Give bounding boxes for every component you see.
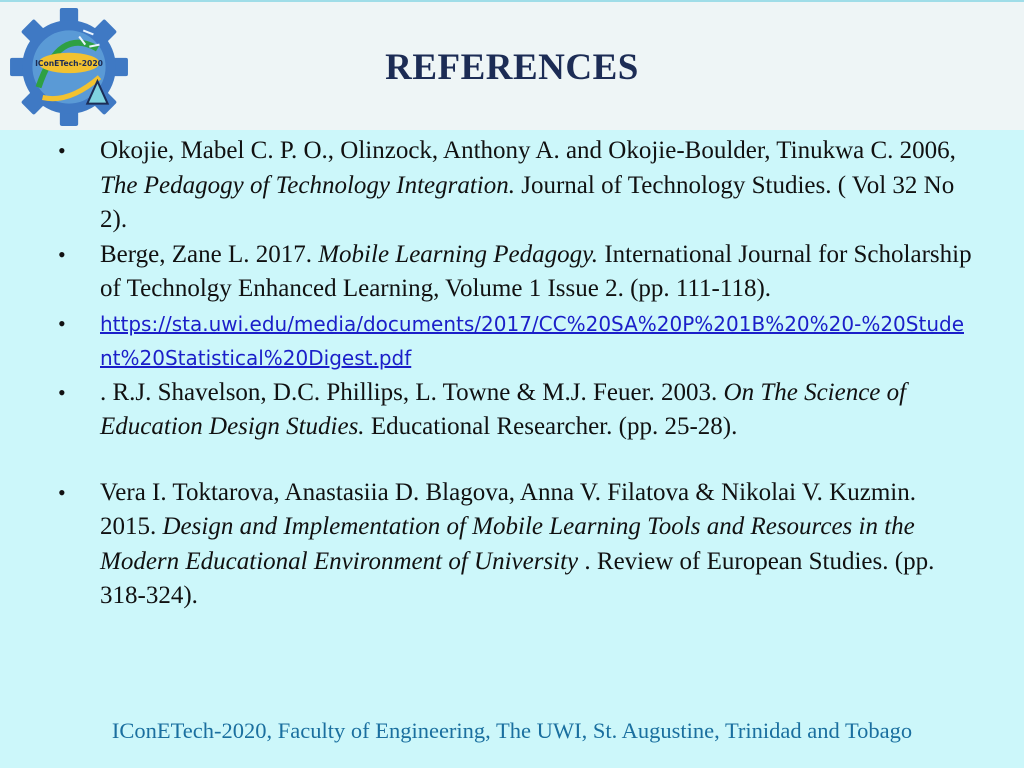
reference-text: Okojie, Mabel C. P. O., Olinzock, Anthony A. and Okojie-Boulder, Tinukwa C. 2006, bbox=[100, 137, 956, 164]
reference-link[interactable]: https://sta.uwi.edu/media/documents/2017/CC%20SA%20P%201B%20%20-%20Student%20Statistical%20Digest.pdf bbox=[100, 311, 964, 370]
reference-title: On The Science of Education Design Studies. bbox=[100, 378, 907, 440]
reference-item bbox=[52, 376, 972, 445]
reference-item bbox=[52, 476, 972, 614]
bullet-icon: • bbox=[58, 379, 66, 405]
page-title: REFERENCES bbox=[385, 47, 639, 88]
reference-item bbox=[52, 134, 972, 238]
reference-text: . R.J. Shavelson, D.C. Phillips, L. Towne & M.J. Feuer. 2003. bbox=[100, 378, 724, 406]
reference-source: . Review of European Studies. (pp. 318-324). bbox=[100, 547, 935, 609]
slide-header bbox=[0, 0, 1024, 130]
reference-item bbox=[52, 307, 972, 376]
reference-title: The Pedagogy of Technology Integration. bbox=[100, 171, 515, 199]
bullet-icon: • bbox=[58, 138, 66, 163]
reference-title: Design and Implementation of Mobile Learning Tools and Resources in the Modern Educational Environment of University bbox=[100, 513, 915, 575]
bullet-icon: • bbox=[58, 310, 66, 336]
reference-source: Journal of Technology Studies. ( Vol 32 No 2). bbox=[100, 171, 955, 233]
bullet-icon: • bbox=[58, 241, 66, 267]
reference-source: International Journal for Scholarship of Technolgy Enhanced Learning, Volume 1 Issue 2. (pp. 111-118). bbox=[100, 240, 972, 302]
reference-title: Mobile Learning Pedagogy. bbox=[318, 240, 599, 268]
logo-text: IConETech-2020 bbox=[35, 58, 103, 68]
slide-footer: IConETech-2020, Faculty of Engineering, The UWI, St. Augustine, Trinidad and Tobago bbox=[111, 718, 913, 743]
reference-text: Vera I. Toktarova, Anastasiia D. Blagova, Anna V. Filatova & Nikolai V. Kuzmin. 2015. bbox=[100, 478, 916, 540]
reference-source: Educational Researcher. (pp. 25-28). bbox=[364, 413, 738, 440]
reference-item bbox=[52, 238, 972, 307]
reference-list bbox=[52, 134, 972, 614]
bullet-icon: • bbox=[58, 479, 66, 505]
reference-text: Berge, Zane L. 2017. bbox=[100, 240, 319, 268]
